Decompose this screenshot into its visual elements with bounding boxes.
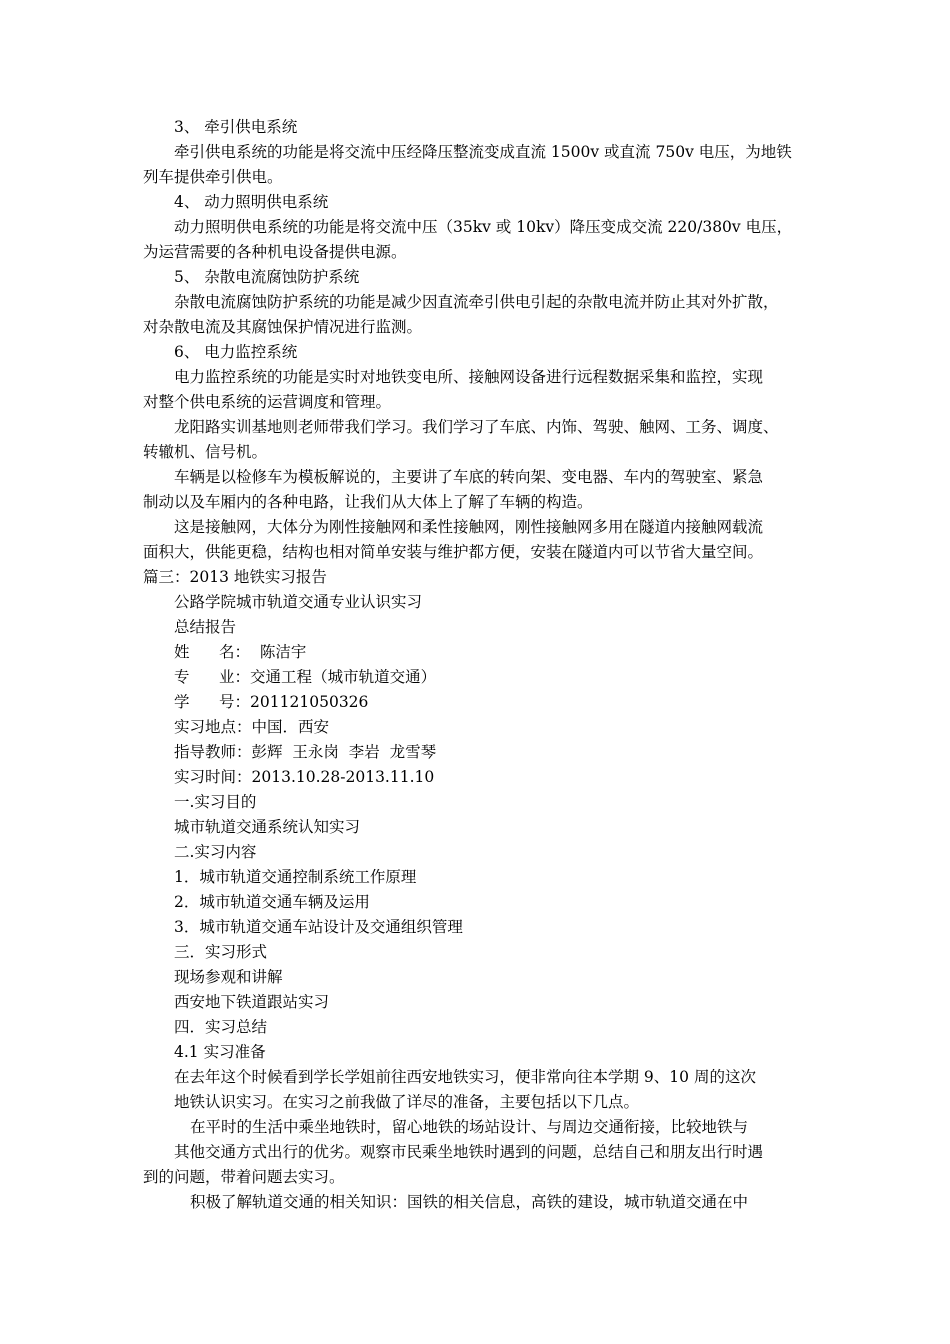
heading-content: 二.实习内容 bbox=[174, 843, 257, 861]
heading-summary: 四．实习总结 bbox=[174, 1018, 268, 1036]
list-item: 1．城市轨道交通控制系统工作原理 bbox=[174, 868, 417, 886]
info-name: 姓 名： 陈洁宇 bbox=[174, 643, 307, 661]
paragraph-line: 列车提供牵引供电。 bbox=[143, 168, 283, 186]
heading-stray-current: 5、 杂散电流腐蚀防护系统 bbox=[174, 268, 360, 286]
info-instructors: 指导教师：彭辉 王永岗 李岩 龙雪琴 bbox=[174, 743, 437, 761]
paragraph-line: 牵引供电系统的功能是将交流中压经降压整流变成直流 1500v 或直流 750v 电压，为地铁 bbox=[174, 143, 792, 161]
report-heading: 总结报告 bbox=[174, 618, 237, 636]
list-item: 2．城市轨道交通车辆及运用 bbox=[174, 893, 370, 911]
paragraph-line: 转辙机、信号机。 bbox=[143, 443, 268, 461]
paragraph-line: 制动以及车厢内的各种电路，让我们从大体上了解了车辆的构造。 bbox=[143, 493, 593, 511]
paragraph-line: 到的问题，带着问题去实习。 bbox=[143, 1168, 345, 1186]
paragraph-line: 积极了解轨道交通的相关知识：国铁的相关信息，高铁的建设，城市轨道交通在中 bbox=[190, 1193, 749, 1211]
section-title: 篇三：2013 地铁实习报告 bbox=[143, 568, 327, 586]
paragraph-line: 西安地下铁道跟站实习 bbox=[174, 993, 330, 1011]
info-major: 专 业：交通工程（城市轨道交通） bbox=[174, 668, 437, 686]
info-time: 实习时间：2013.10.28-2013.11.10 bbox=[174, 768, 435, 786]
paragraph-line: 对杂散电流及其腐蚀保护情况进行监测。 bbox=[143, 318, 423, 336]
subheading-preparation: 4.1 实习准备 bbox=[174, 1043, 266, 1061]
paragraph-line: 这是接触网，大体分为刚性接触网和柔性接触网，刚性接触网多用在隧道内接触网载流 bbox=[174, 518, 764, 536]
paragraph-line: 动力照明供电系统的功能是将交流中压（35kv 或 10kv）降压变成交流 220/380v 电压， bbox=[174, 218, 793, 236]
paragraph-line: 地铁认识实习。在实习之前我做了详尽的准备，主要包括以下几点。 bbox=[174, 1093, 640, 1111]
heading-form: 三．实习形式 bbox=[174, 943, 268, 961]
paragraph-line: 在平时的生活中乘坐地铁时，留心地铁的场站设计、与周边交通衔接，比较地铁与 bbox=[190, 1118, 749, 1136]
paragraph-line: 对整个供电系统的运营调度和管理。 bbox=[143, 393, 392, 411]
paragraph-line: 电力监控系统的功能是实时对地铁变电所、接触网设备进行远程数据采集和监控，实现 bbox=[174, 368, 764, 386]
paragraph-line: 在去年这个时候看到学长学姐前往西安地铁实习，便非常向往本学期 9、10 周的这次 bbox=[174, 1068, 756, 1086]
heading-power-monitoring: 6、 电力监控系统 bbox=[174, 343, 298, 361]
paragraph-line: 龙阳路实训基地则老师带我们学习。我们学习了车底、内饰、驾驶、触网、工务、调度、 bbox=[174, 418, 779, 436]
paragraph-line: 为运营需要的各种机电设备提供电源。 bbox=[143, 243, 407, 261]
heading-purpose: 一.实习目的 bbox=[174, 793, 257, 811]
paragraph-line: 城市轨道交通系统认知实习 bbox=[174, 818, 361, 836]
paragraph-line: 其他交通方式出行的优劣。观察市民乘坐地铁时遇到的问题，总结自己和朋友出行时遇 bbox=[174, 1143, 764, 1161]
list-item: 3．城市轨道交通车站设计及交通组织管理 bbox=[174, 918, 463, 936]
paragraph-line: 车辆是以检修车为模板解说的，主要讲了车底的转向架、变电器、车内的驾驶室、紧急 bbox=[174, 468, 764, 486]
heading-lighting-power: 4、 动力照明供电系统 bbox=[174, 193, 329, 211]
paragraph-line: 面积大，供能更稳，结构也相对简单安装与维护都方便，安装在隧道内可以节省大量空间。 bbox=[143, 543, 764, 561]
report-heading: 公路学院城市轨道交通专业认识实习 bbox=[174, 593, 423, 611]
heading-traction-power: 3、 牵引供电系统 bbox=[174, 118, 298, 136]
paragraph-line: 杂散电流腐蚀防护系统的功能是减少因直流牵引供电引起的杂散电流并防止其对外扩散， bbox=[174, 293, 779, 311]
paragraph-line: 现场参观和讲解 bbox=[174, 968, 283, 986]
info-student-id: 学 号：201121050326 bbox=[174, 693, 369, 711]
info-location: 实习地点：中国．西安 bbox=[174, 718, 330, 736]
